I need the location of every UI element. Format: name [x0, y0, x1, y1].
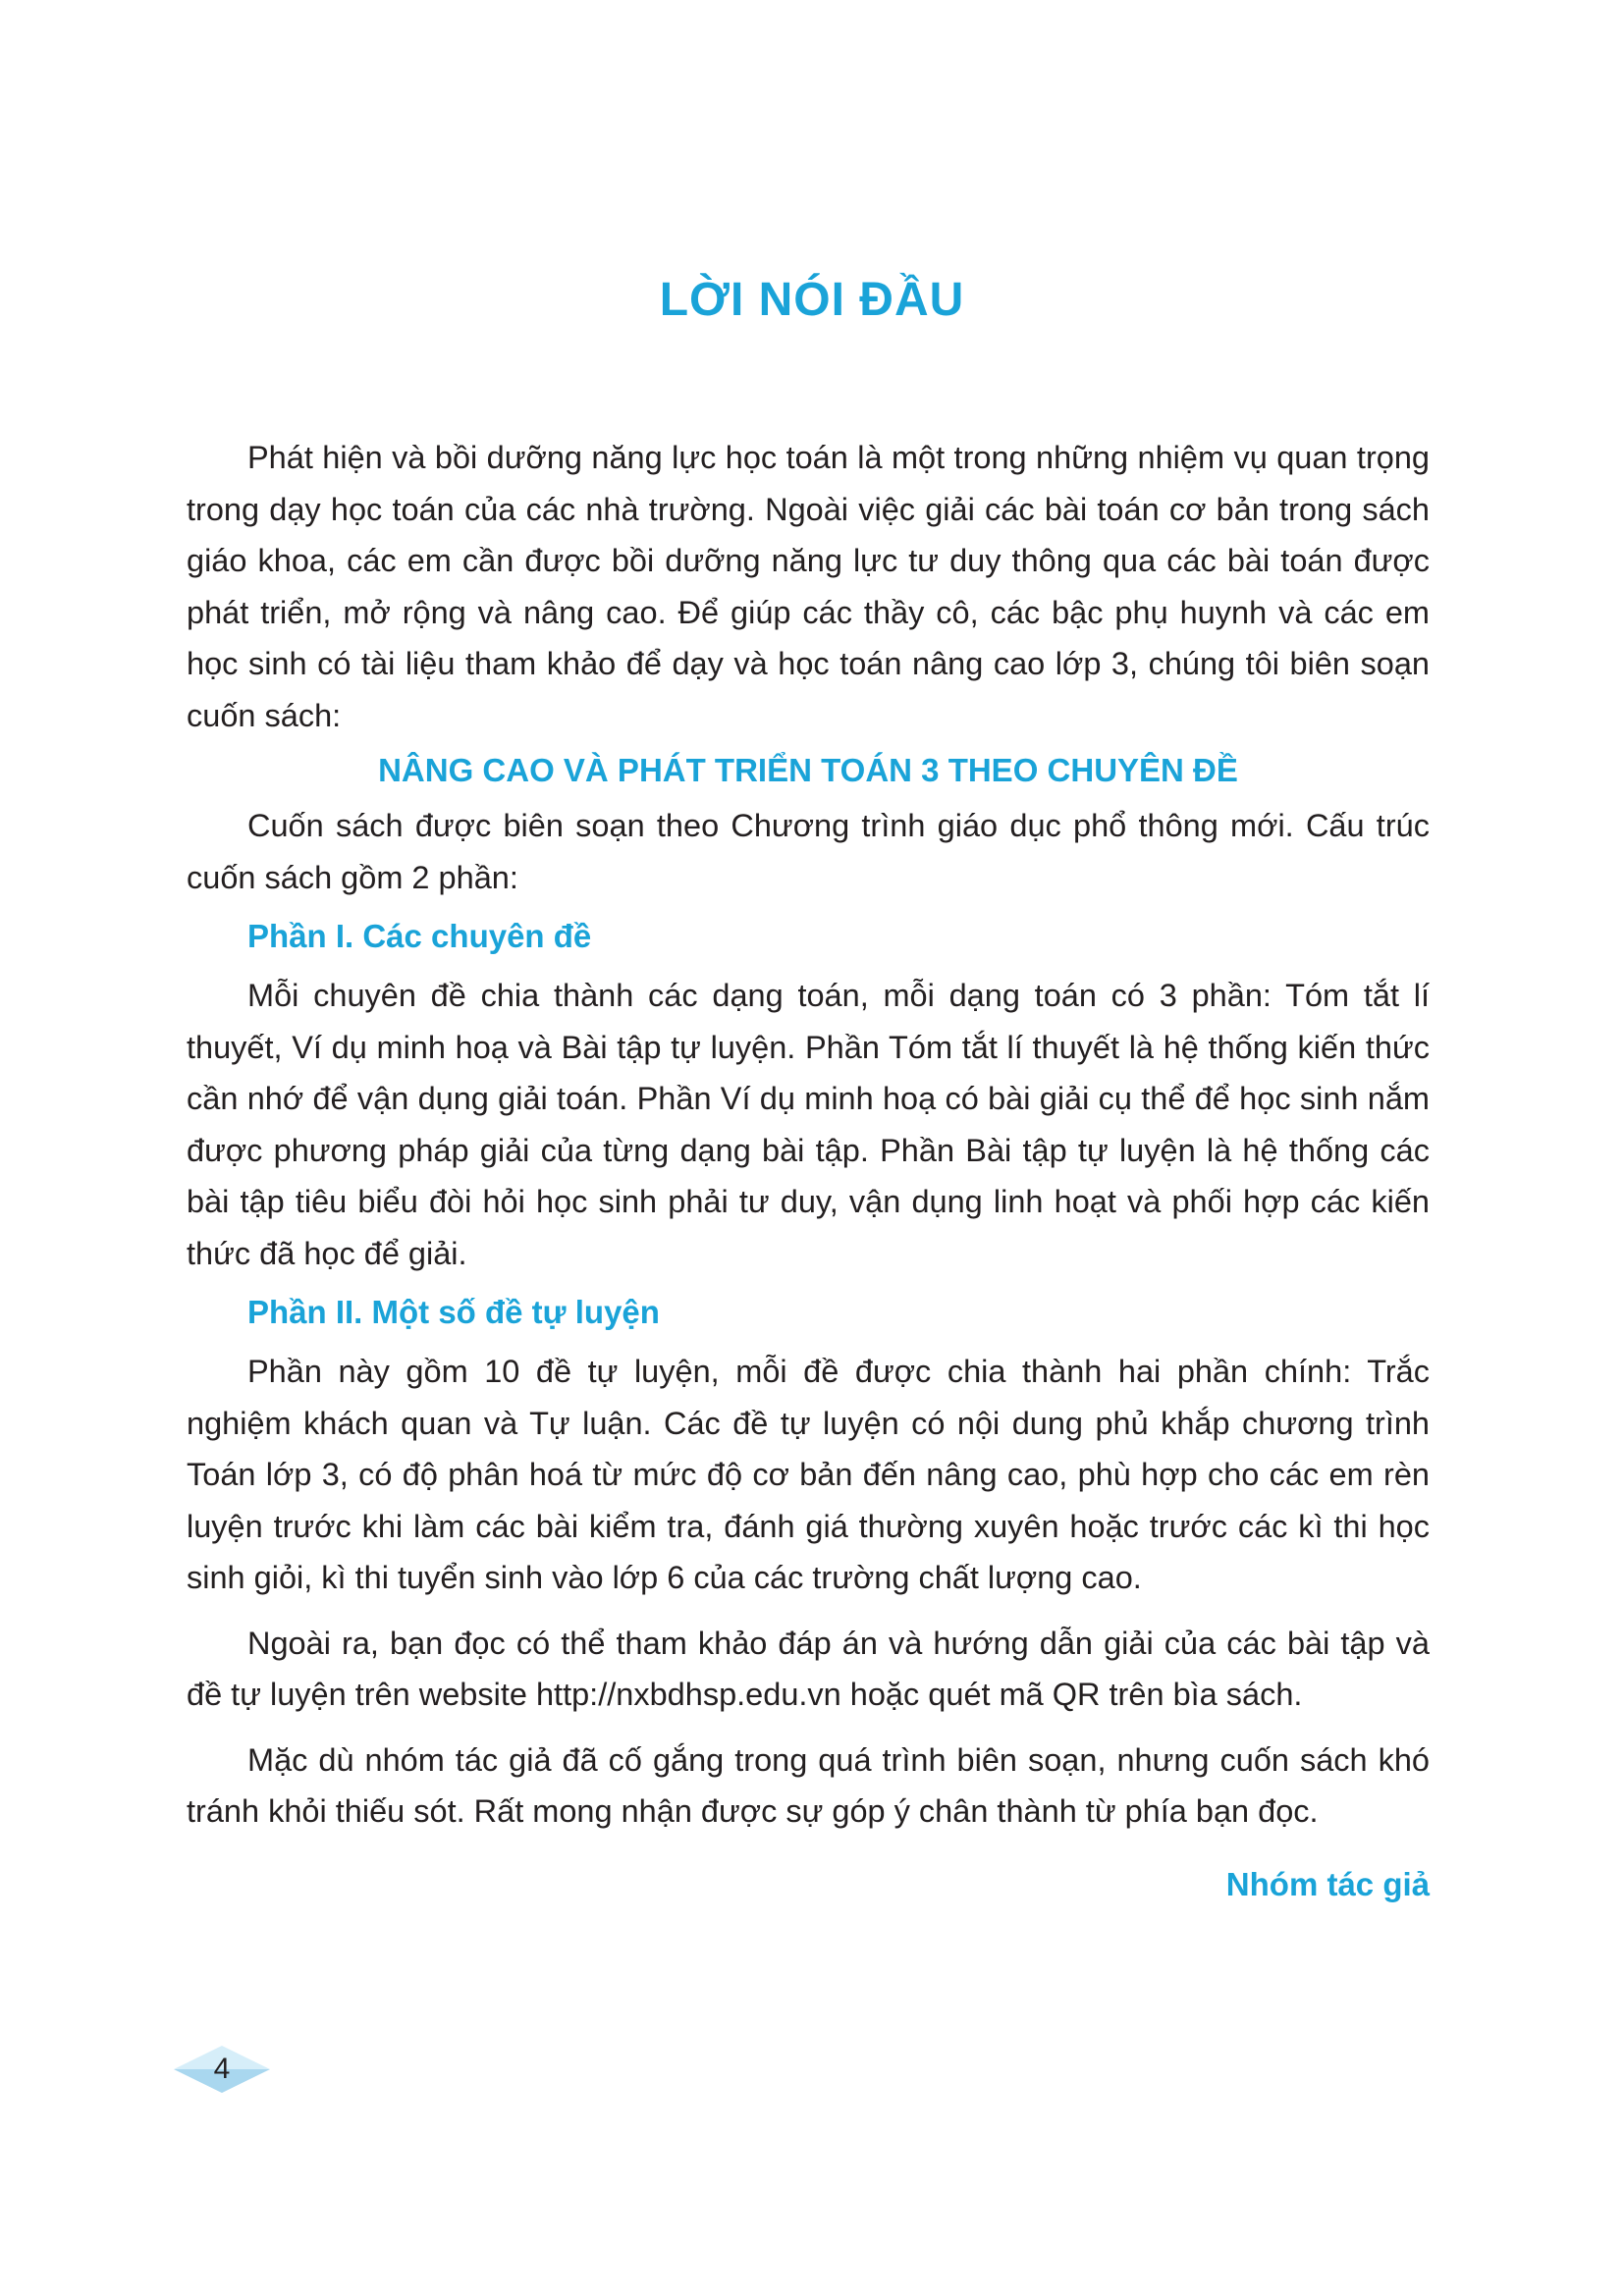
closing-paragraph: Mặc dù nhóm tác giả đã cố gắng trong quá trình biên soạn, nhưng cuốn sách khó tránh khỏi thiếu sót. Rất mong nhận được sự góp ý chân thành từ phía bạn đọc. [187, 1741, 1430, 1829]
preface-content [187, 432, 1430, 1910]
intro-paragraph: Phát hiện và bồi dưỡng năng lực học toán là một trong những nhiệm vụ quan trọng trong dạy học toán của các nhà trường. Ngoài việc giải các bài toán cơ bản trong sách giáo khoa, các em cần được bồi dưỡng năng lực tư duy thông qua các bài toán được phát triển, mở rộng và nâng cao. Để giúp các thầy cô, các bậc phụ huynh và các em học sinh có tài liệu tham khảo để dạy và học toán nâng cao lớp 3, chúng tôi biên soạn cuốn sách: [187, 440, 1430, 733]
part-2-heading: Phần II. Một số đề tự luyện [247, 1294, 660, 1330]
part-2-paragraph: Phần này gồm 10 đề tự luyện, mỗi đề được chia thành hai phần chính: Trắc nghiệm khách quan và Tự luận. Các đề tự luyện có nội dung phủ khắp chương trình Toán lớp 3, có độ phân hoá từ mức độ cơ bản đến nâng cao, phù hợp cho các em rèn luyện trước khi làm các bài kiểm tra, đánh giá thường xuyên hoặc trước các kì thi học sinh giỏi, kì thi tuyển sinh vào lớp 6 của các trường chất lượng cao. [187, 1354, 1430, 1595]
book-title: NÂNG CAO VÀ PHÁT TRIỂN TOÁN 3 THEO CHUYÊN ĐỀ [378, 752, 1238, 788]
extra-paragraph: Ngoài ra, bạn đọc có thể tham khảo đáp án và hướng dẫn giải của các bài tập và đề tự luyện trên website http://nxbdhsp.edu.vn hoặc quét mã QR trên bìa sách. [187, 1625, 1430, 1712]
author-signature: Nhóm tác giả [1225, 1865, 1430, 1902]
page-title: LỜI NÓI ĐẦU [659, 274, 965, 326]
page-number: 4 [213, 2053, 231, 2085]
part-1-heading: Phần I. Các chuyên đề [247, 918, 592, 954]
part-1-paragraph: Mỗi chuyên đề chia thành các dạng toán, mỗi dạng toán có 3 phần: Tóm tắt lí thuyết, Ví dụ minh hoạ và Bài tập tự luyện. Phần Tóm tắt lí thuyết là hệ thống kiến thức cần nhớ để vận dụng giải toán. Phần Ví dụ minh hoạ có bài giải cụ thể để học sinh nắm được phương pháp giải của từng dạng bài tập. Phần Bài tập tự luyện là hệ thống các bài tập tiêu biểu đòi hỏi học sinh phải tư duy, vận dụng linh hoạt và phối hợp các kiến thức đã học để giải. [187, 978, 1430, 1271]
structure-paragraph: Cuốn sách được biên soạn theo Chương trình giáo dục phổ thông mới. Cấu trúc cuốn sách gồm 2 phần: [187, 808, 1430, 895]
page-number-badge [173, 2045, 271, 2094]
